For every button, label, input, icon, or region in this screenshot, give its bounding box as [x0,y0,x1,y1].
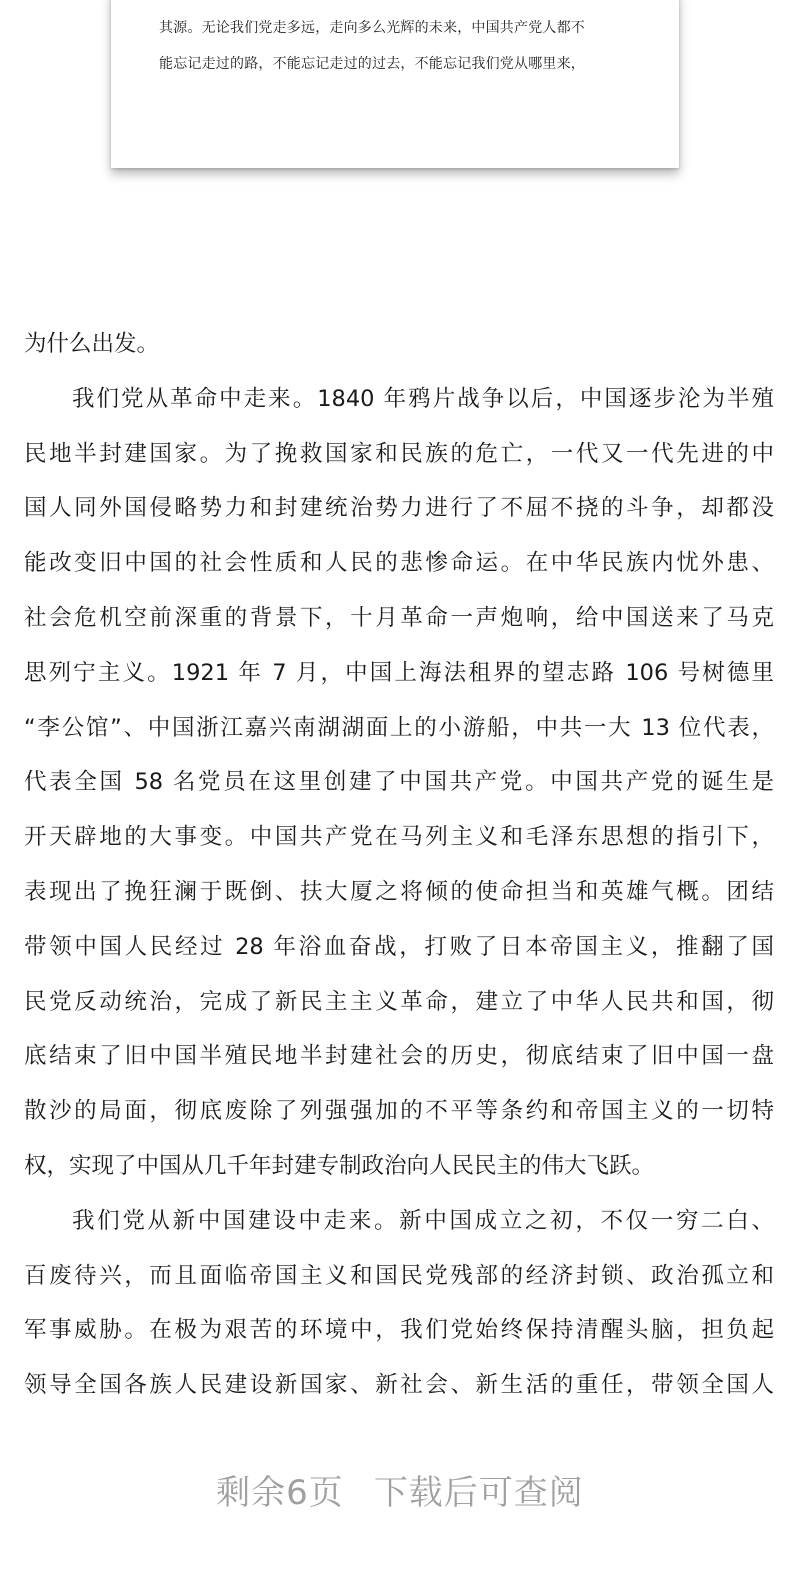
card-text-line-1: 其源。无论我们党走多远，走向多么光辉的未来，中国共产党人都不 [159,20,585,36]
paragraph-line: 社会危机空前深重的背景下，十月革命一声炮响，给中国送来了马克 [24,604,774,631]
paragraph-line: 我们党从新中国建设中走来。新中国成立之初，不仅一穷二白、 [72,1207,774,1234]
paragraph-line: 代表全国 58 名党员在这里创建了中国共产党。中国共产党的诞生是 [24,769,774,796]
paragraph-line: 能改变旧中国的社会性质和人民的悲惨命运。在中华民族内忧外患、 [24,550,774,577]
paragraph-line: 表现出了挽狂澜于既倒、扶大厦之将倾的使命担当和英雄气概。团结 [24,878,774,905]
paragraph-line: 底结束了旧中国半殖民地半封建社会的历史，彻底结束了旧中国一盘 [24,1043,774,1070]
paragraph-line: “李公馆”、中国浙江嘉兴南湖湖面上的小游船，中共一大 13 位代表， [24,714,774,741]
remaining-pages-label: 剩余6页 [216,1473,344,1513]
card-text-line-2: 能忘记走过的路，不能忘记走过的过去，不能忘记我们党从哪里来， [159,56,585,72]
document-body [24,324,774,1420]
download-to-read-label[interactable]: 下载后可查阅 [373,1473,584,1513]
download-prompt[interactable] [0,1465,800,1514]
paragraph-line: 为什么出发。 [24,331,160,357]
paragraph-line: 权，实现了中国从几千年封建专制政治向人民民主的伟大飞跃。 [24,1152,655,1179]
paragraph-line: 开天辟地的大事变。中国共产党在马列主义和毛泽东思想的指引下， [24,824,774,851]
paragraph-line: 军事威胁。在极为艰苦的环境中，我们党始终保持清醒头脑，担负起 [24,1317,774,1344]
previous-page-card [111,0,679,168]
paragraph-line: 领导全国各族人民建设新国家、新社会、新生活的重任，带领全国人 [24,1372,774,1399]
paragraph-line: 思列宁主义。1921 年 7 月，中国上海法租界的望志路 106 号树德里 [24,659,774,686]
paragraph-line: 民地半封建国家。为了挽救国家和民族的危亡，一代又一代先进的中 [24,440,774,467]
paragraph-line: 民党反动统治，完成了新民主主义革命，建立了中华人民共和国，彻 [24,988,774,1015]
paragraph-line: 国人同外国侵略势力和封建统治势力进行了不屈不挠的斗争，却都没 [24,495,774,522]
paragraph-line: 我们党从革命中走来。1840 年鸦片战争以后，中国逐步沦为半殖 [72,385,774,412]
paragraph-line: 带领中国人民经过 28 年浴血奋战，打败了日本帝国主义，推翻了国 [24,933,774,960]
paragraph-line: 百废待兴，而且面临帝国主义和国民党残部的经济封锁、政治孤立和 [24,1262,774,1289]
paragraph-line: 散沙的局面，彻底废除了列强强加的不平等条约和帝国主义的一切特 [24,1098,774,1125]
